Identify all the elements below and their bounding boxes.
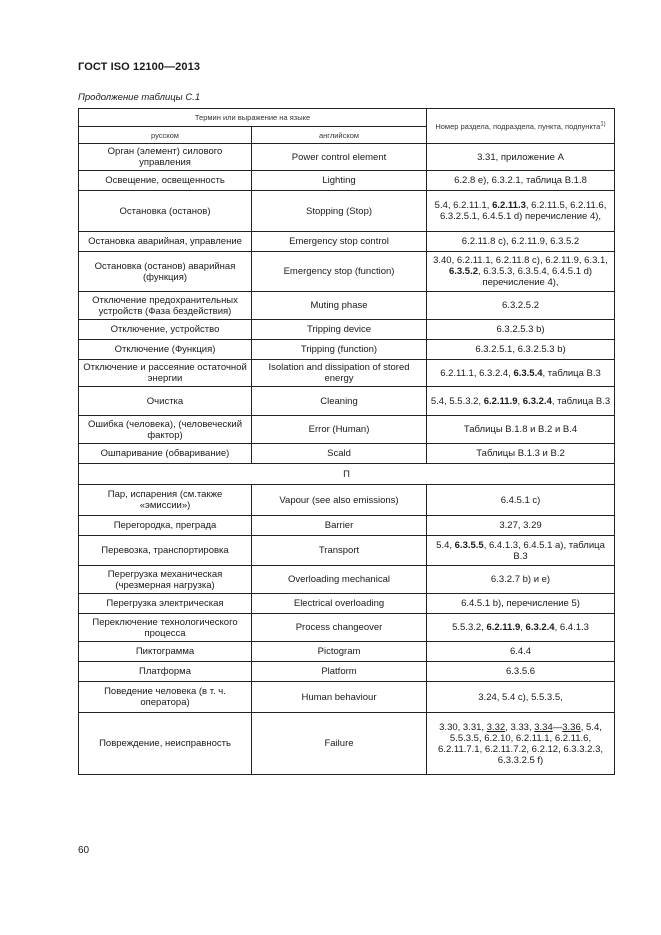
russian-term-cell: Перегрузка механическая (чрезмерная нагрузка) bbox=[79, 566, 252, 594]
english-column-header: английском bbox=[252, 127, 427, 144]
bold-reference: 6.2.11.3 bbox=[492, 200, 526, 211]
russian-term-cell: Отключение и рассеяние остаточной энергии bbox=[79, 360, 252, 387]
russian-term-cell: Перегородка, преграда bbox=[79, 516, 252, 536]
english-term-cell: Emergency stop control bbox=[252, 232, 427, 252]
table-caption: Продолжение таблицы С.1 bbox=[78, 92, 201, 103]
english-term-cell: Overloading mechanical bbox=[252, 566, 427, 594]
section-number-cell bbox=[427, 682, 615, 713]
reference-text: 6.3.2.5.3 b) bbox=[496, 324, 545, 335]
reference-text: 5.4, 6.2.11.1, bbox=[434, 200, 493, 211]
table-row bbox=[79, 713, 615, 775]
section-number-header-label: Номер раздела, подраздела, пункта, подпункта bbox=[435, 121, 601, 131]
section-number-cell bbox=[427, 232, 615, 252]
table-row bbox=[79, 340, 615, 360]
terms-table bbox=[78, 108, 615, 775]
term-group-header: Термин или выражение на языке bbox=[79, 109, 427, 127]
bold-reference: 6.3.5.4 bbox=[513, 367, 543, 379]
english-term-cell: Pictogram bbox=[252, 642, 427, 662]
table-row bbox=[79, 662, 615, 682]
section-number-cell bbox=[427, 536, 615, 566]
table-row bbox=[79, 252, 615, 292]
russian-term-cell: Платформа bbox=[79, 662, 252, 682]
english-term-cell: Stopping (Stop) bbox=[252, 191, 427, 232]
table-row bbox=[79, 682, 615, 713]
reference-text: 6.3.2.7 b) и е) bbox=[490, 574, 551, 585]
footnote-mark: 1) bbox=[600, 121, 606, 127]
table-header-row bbox=[79, 109, 615, 127]
english-term-cell: Tripping device bbox=[252, 320, 427, 340]
section-number-cell bbox=[427, 191, 615, 232]
russian-term-cell: Перевозка, транспортировка bbox=[79, 536, 252, 566]
english-term-cell: Scald bbox=[252, 444, 427, 464]
russian-term-cell: Отключение (Функция) bbox=[79, 340, 252, 360]
reference-text: 3.24, 5.4 с), 5.5.3.5, bbox=[478, 691, 563, 703]
russian-term-cell: Ошпаривание (обваривание) bbox=[79, 444, 252, 464]
english-term-cell: Isolation and dissipation of stored energy bbox=[252, 360, 427, 387]
english-term-cell: Cleaning bbox=[252, 387, 427, 416]
reference-text: , 6.4.1.3, 6.4.5.1 а), таблица В.3 bbox=[483, 539, 605, 562]
section-number-cell bbox=[427, 594, 615, 614]
english-term-cell: Power control element bbox=[252, 144, 427, 171]
table-row bbox=[79, 642, 615, 662]
section-number-cell bbox=[427, 444, 615, 464]
underlined-reference: 3.36 bbox=[562, 721, 581, 733]
bold-reference: 6.3.2.4 bbox=[522, 395, 552, 407]
table-row bbox=[79, 191, 615, 232]
table-row bbox=[79, 416, 615, 444]
russian-term-cell: Пиктограмма bbox=[79, 642, 252, 662]
reference-text: 5.4, 5.5.3.2, bbox=[430, 395, 484, 407]
reference-text: 6.3.2.5.2 bbox=[502, 300, 539, 311]
table-row bbox=[79, 536, 615, 566]
section-number-cell bbox=[427, 292, 615, 320]
reference-text: , 6.4.1.3 bbox=[554, 622, 589, 633]
russian-term-cell: Остановка (останов) аварийная (функция) bbox=[79, 252, 252, 292]
table-row bbox=[79, 292, 615, 320]
table-row bbox=[79, 144, 615, 171]
reference-text: 6.4.5.1 b), перечисление 5) bbox=[461, 598, 580, 609]
table-row bbox=[79, 360, 615, 387]
reference-text: 5.4, bbox=[436, 539, 455, 551]
reference-text: , 3.33, bbox=[505, 721, 535, 733]
bold-reference: 6.3.2.4 bbox=[525, 622, 555, 633]
russian-term-cell: Очистка bbox=[79, 387, 252, 416]
reference-text: 6.4.4 bbox=[509, 646, 532, 657]
table-row bbox=[79, 171, 615, 191]
reference-text: — bbox=[552, 721, 563, 733]
reference-text: , bbox=[520, 622, 526, 633]
table-row bbox=[79, 387, 615, 416]
english-term-cell: Platform bbox=[252, 662, 427, 682]
russian-term-cell: Переключение технологического процесса bbox=[79, 614, 252, 642]
russian-term-cell: Перегрузка электрическая bbox=[79, 594, 252, 614]
english-term-cell: Electrical overloading bbox=[252, 594, 427, 614]
section-number-cell bbox=[427, 662, 615, 682]
reference-text: 3.30, 3.31, bbox=[439, 721, 487, 733]
english-term-cell: Emergency stop (function) bbox=[252, 252, 427, 292]
section-number-cell bbox=[427, 340, 615, 360]
bold-reference: 6.2.11.9 bbox=[486, 622, 521, 633]
table-body bbox=[79, 144, 615, 775]
english-term-cell: Human behaviour bbox=[252, 682, 427, 713]
russian-term-cell: Освещение, освещенность bbox=[79, 171, 252, 191]
reference-text: 6.4.5.1 с) bbox=[500, 494, 541, 506]
english-term-cell: Muting phase bbox=[252, 292, 427, 320]
section-number-cell bbox=[427, 144, 615, 171]
bold-reference: 6.3.5.5 bbox=[454, 539, 484, 551]
russian-term-cell: Орган (элемент) силового управления bbox=[79, 144, 252, 171]
reference-text: 6.2.11.8 c), 6.2.11.9, 6.3.5.2 bbox=[461, 236, 580, 247]
section-number-cell bbox=[427, 642, 615, 662]
section-number-cell bbox=[427, 171, 615, 191]
section-number-cell bbox=[427, 713, 615, 775]
russian-term-cell: Поведение человека (в т. ч. оператора) bbox=[79, 682, 252, 713]
page-number: 60 bbox=[78, 845, 90, 856]
russian-term-cell: Остановка аварийная, управление bbox=[79, 232, 252, 252]
table-row bbox=[79, 614, 615, 642]
english-term-cell: Lighting bbox=[252, 171, 427, 191]
section-number-cell bbox=[427, 320, 615, 340]
reference-text: , bbox=[517, 395, 523, 407]
reference-text: 6.3.5.6 bbox=[505, 666, 536, 677]
english-term-cell: Vapour (see also emissions) bbox=[252, 485, 427, 516]
table-row bbox=[79, 594, 615, 614]
table-row bbox=[79, 516, 615, 536]
underlined-reference: 3.32 bbox=[486, 721, 506, 733]
english-term-cell: Transport bbox=[252, 536, 427, 566]
reference-text: 6.2.11.1, 6.3.2.4, bbox=[440, 367, 514, 379]
english-term-cell: Error (Human) bbox=[252, 416, 427, 444]
section-number-cell bbox=[427, 252, 615, 292]
section-number-cell bbox=[427, 387, 615, 416]
section-number-cell bbox=[427, 416, 615, 444]
english-term-cell: Barrier bbox=[252, 516, 427, 536]
russian-term-cell: Отключение предохранительных устройств (Фаза бездействия) bbox=[79, 292, 252, 320]
english-term-cell: Tripping (function) bbox=[252, 340, 427, 360]
russian-column-header: русском bbox=[79, 127, 252, 144]
reference-text: 6.2.8 е), 6.3.2.1, таблица В.1.8 bbox=[454, 175, 587, 186]
table-row bbox=[79, 320, 615, 340]
reference-text: , 5.4, 5.5.3.5, 6.2.10, 6.2.11.1, 6.2.11.6, 6.2.11.7.1, 6.2.11.7.2, 6.2.12, 6.3.3.2.3, 6.3.3.2.5 f) bbox=[438, 721, 603, 766]
bold-reference: 6.2.11.9 bbox=[483, 395, 518, 407]
section-number-cell bbox=[427, 516, 615, 536]
table-row bbox=[79, 444, 615, 464]
reference-text: 3.40, 6.2.11.1, 6.2.11.8 c), 6.2.11.9, 6.3.1, bbox=[433, 255, 608, 266]
section-number-cell bbox=[427, 360, 615, 387]
russian-term-cell: Ошибка (человека), (человеческий фактор) bbox=[79, 416, 252, 444]
reference-text: Таблицы В.1.3 и В.2 bbox=[476, 448, 565, 459]
english-term-cell: Failure bbox=[252, 713, 427, 775]
russian-term-cell: Повреждение, неисправность bbox=[79, 713, 252, 775]
russian-term-cell: Остановка (останов) bbox=[79, 191, 252, 232]
letter-heading: П bbox=[79, 464, 615, 485]
letter-divider-row bbox=[79, 464, 615, 485]
bold-reference: 6.3.5.2 bbox=[448, 266, 478, 277]
english-term-cell: Process changeover bbox=[252, 614, 427, 642]
section-number-cell bbox=[427, 614, 615, 642]
reference-text: Таблицы В.1.8 и В.2 и В.4 bbox=[463, 424, 578, 435]
russian-term-cell: Пар, испарения (см.также «эмиссии») bbox=[79, 485, 252, 516]
reference-text: , таблица В.3 bbox=[542, 367, 601, 379]
reference-text: , 6.2.11.5, 6.2.11.6, 6.3.2.5.1, 6.4.5.1 d) перечисление 4), bbox=[439, 200, 607, 222]
russian-term-cell: Отключение, устройство bbox=[79, 320, 252, 340]
document-title: ГОСТ ISO 12100—2013 bbox=[78, 61, 201, 73]
section-number-header bbox=[427, 109, 615, 144]
reference-text: 5.5.3.2, bbox=[452, 622, 487, 633]
reference-text: 3.27, 3.29 bbox=[499, 520, 542, 531]
table-row bbox=[79, 485, 615, 516]
reference-text: , таблица В.3 bbox=[551, 395, 611, 407]
table-row bbox=[79, 232, 615, 252]
reference-text: , 6.3.5.3, 6.3.5.4, 6.4.5.1 d) перечисление 4), bbox=[478, 266, 593, 288]
section-number-cell bbox=[427, 485, 615, 516]
reference-text: 3.31, приложение А bbox=[477, 151, 564, 163]
underlined-reference: 3.34 bbox=[534, 721, 553, 733]
section-number-cell bbox=[427, 566, 615, 594]
table-row bbox=[79, 566, 615, 594]
reference-text: 6.3.2.5.1, 6.3.2.5.3 b) bbox=[475, 344, 566, 355]
